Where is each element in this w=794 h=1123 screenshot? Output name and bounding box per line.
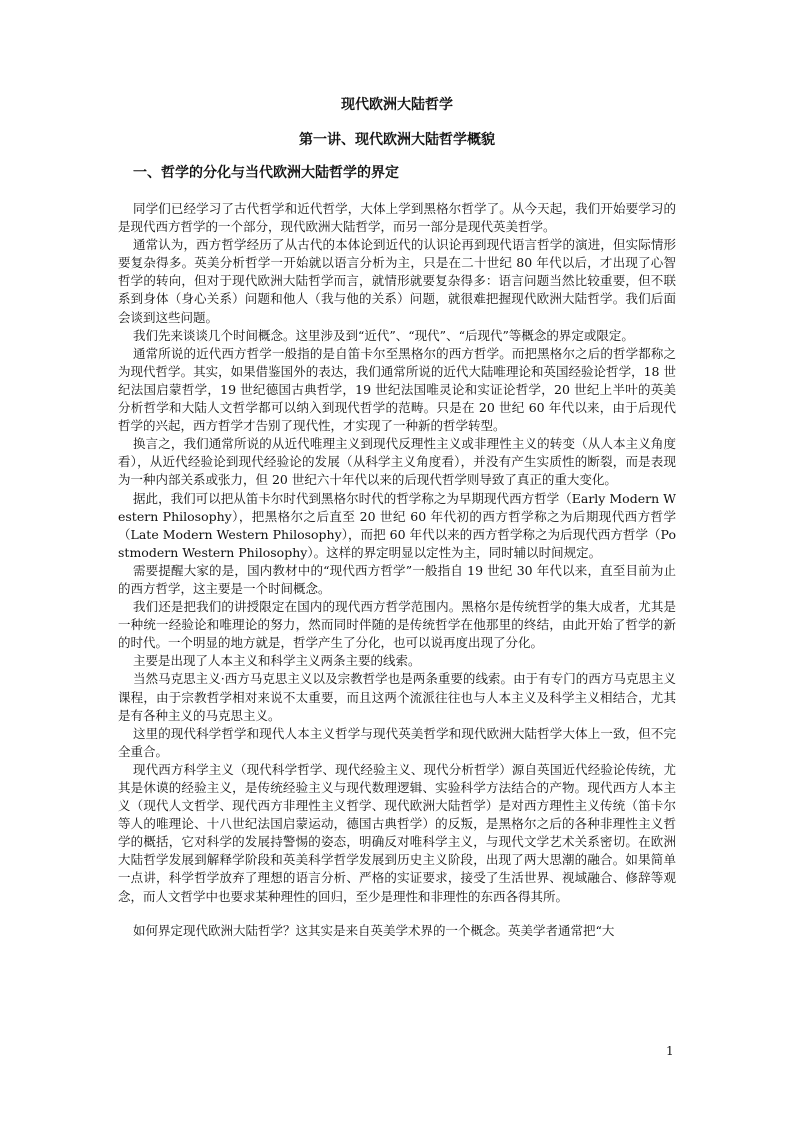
paragraph: 如何界定现代欧洲大陆哲学？这其实是来自英美学术界的一个概念。英美学者通常把“大 (133, 922, 615, 938)
document-title: 现代欧洲大陆哲学 (341, 97, 453, 113)
paragraph: 通常认为，西方哲学经历了从古代的本体论到近代的认识论再到现代语言哲学的演进，但实际情形要复杂得多。英美分析哲学一开始就以语言分析为主，只是在二十世纪 80 年代以后，才出现了心智哲学的转向，但对于现代欧洲大陆哲学而言，就情形就要复杂得多：语言问题当然比较重要，但不联系到身体（身心关系）问题和他人（我与他的关系）问题，就很难把握现代欧洲大陆哲学。我们后面会谈到这些问题。 (118, 237, 676, 325)
paragraph: 换言之，我们通常所说的从近代唯理主义到现代反理性主义或非理性主义的转变（从人本主义角度看），从近代经验论到现代经验论的发展（从科学主义角度看），并没有产生实质性的断裂，而是表现为一种内部关系或张力，但 20 世纪六十年代以来的后现代哲学则导致了真正的重大变化。 (118, 436, 676, 488)
paragraph: 同学们已经学习了古代哲学和近代哲学，大体上学到黑格尔哲学了。从今天起，我们开始要学习的是现代西方哲学的一个部分，现代欧洲大陆哲学，而另一部分是现代英美哲学。 (118, 201, 676, 235)
body-text (118, 200, 676, 940)
paragraph: 通常所说的近代西方哲学一般指的是自笛卡尔至黑格尔的西方哲学。而把黑格尔之后的哲学都称之为现代哲学。其实，如果借鉴国外的表达，我们通常所说的近代大陆唯理论和英国经验论哲学，18 世纪法国启蒙哲学，19 世纪德国古典哲学，19 世纪法国唯灵论和实证论哲学，20 世纪上半叶的英美分析哲学和大陆人文哲学都可以纳入到现代哲学的范畴。只是在 20 世纪 60 年代以来，由于后现代哲学的兴起，西方哲学才告别了现代性，才实现了一种新的哲学转型。 (118, 345, 676, 434)
paragraph: 这里的现代科学哲学和现代人本主义哲学与现代英美哲学和现代欧洲大陆哲学大体上一致，但不完全重合。 (118, 725, 676, 759)
paragraph: 我们还是把我们的讲授限定在国内的现代西方哲学范围内。黑格尔是传统哲学的集大成者，尤其是一种统一经验论和唯理论的努力，然而同时伴随的是传统哲学在他那里的终结，由此开始了哲学的新的时代。一个明显的地方就是，哲学产生了分化，也可以说再度出现了分化。 (118, 599, 676, 651)
paragraph: 当然马克思主义·西方马克思主义以及宗教哲学也是两条重要的线索。由于有专门的西方马克思主义课程，由于宗教哲学相对来说不太重要，而且这两个流派往往也与人本主义及科学主义相结合，尤其是有各种主义的马克思主义。 (118, 671, 676, 723)
lecture-title: 第一讲、现代欧洲大陆哲学概貌 (299, 132, 495, 148)
paragraph: 主要是出现了人本主义和科学主义两条主要的线索。 (133, 653, 421, 669)
section-heading: 一、哲学的分化与当代欧洲大陆哲学的界定 (133, 165, 399, 181)
paragraph: 现代西方科学主义（现代科学哲学、现代经验主义、现代分析哲学）源自英国近代经验论传统，尤其是休谟的经验主义，是传统经验主义与现代数理逻辑、实验科学方法结合的产物。现代西方人本主义（现代人文哲学、现代西方非理性主义哲学、现代欧洲大陆哲学）是对西方理性主义传统（笛卡尔等人的唯理论、十八世纪法国启蒙运动，德国古典哲学）的反叛，是黑格尔之后的各种非理性主义哲学的概括，它对科学的发展持警惕的姿态，明确反对唯科学主义，与现代文学艺术关系密切。在欧洲大陆哲学发展到解释学阶段和英美科学哲学发展到历史主义阶段，出现了两大思潮的融合。如果简单一点讲，科学哲学放弃了理想的语言分析、严格的实证要求，接受了生活世界、视域融合、修辞等观念，而人文哲学中也要求某种理性的回归，至少是理性和非理性的东西各得其所。 (118, 761, 676, 904)
paragraph: 我们先来谈谈几个时间概念。这里涉及到“近代”、“现代”、“后现代”等概念的界定或限定。 (133, 327, 634, 343)
page-number: 1 (666, 1044, 674, 1058)
paragraph: 需要提醒大家的是，国内教材中的“现代西方哲学”一般指自 19 世纪 30 年代以来，直至目前为止的西方哲学，这主要是一个时间概念。 (118, 562, 676, 596)
paragraph: 据此，我们可以把从笛卡尔时代到黑格尔时代的哲学称之为早期现代西方哲学（Early Modern Western Philosophy），把黑格尔之后直至 20 世纪 60 年代初的西方哲学称之为后期现代西方哲学（Late Modern Western Philosophy），而把 60 年代以来的西方哲学称之为后现代西方哲学（Postmodern Western Philosophy）。这样的界定明显以定性为主，同时辅以时间规定。 (118, 490, 676, 560)
